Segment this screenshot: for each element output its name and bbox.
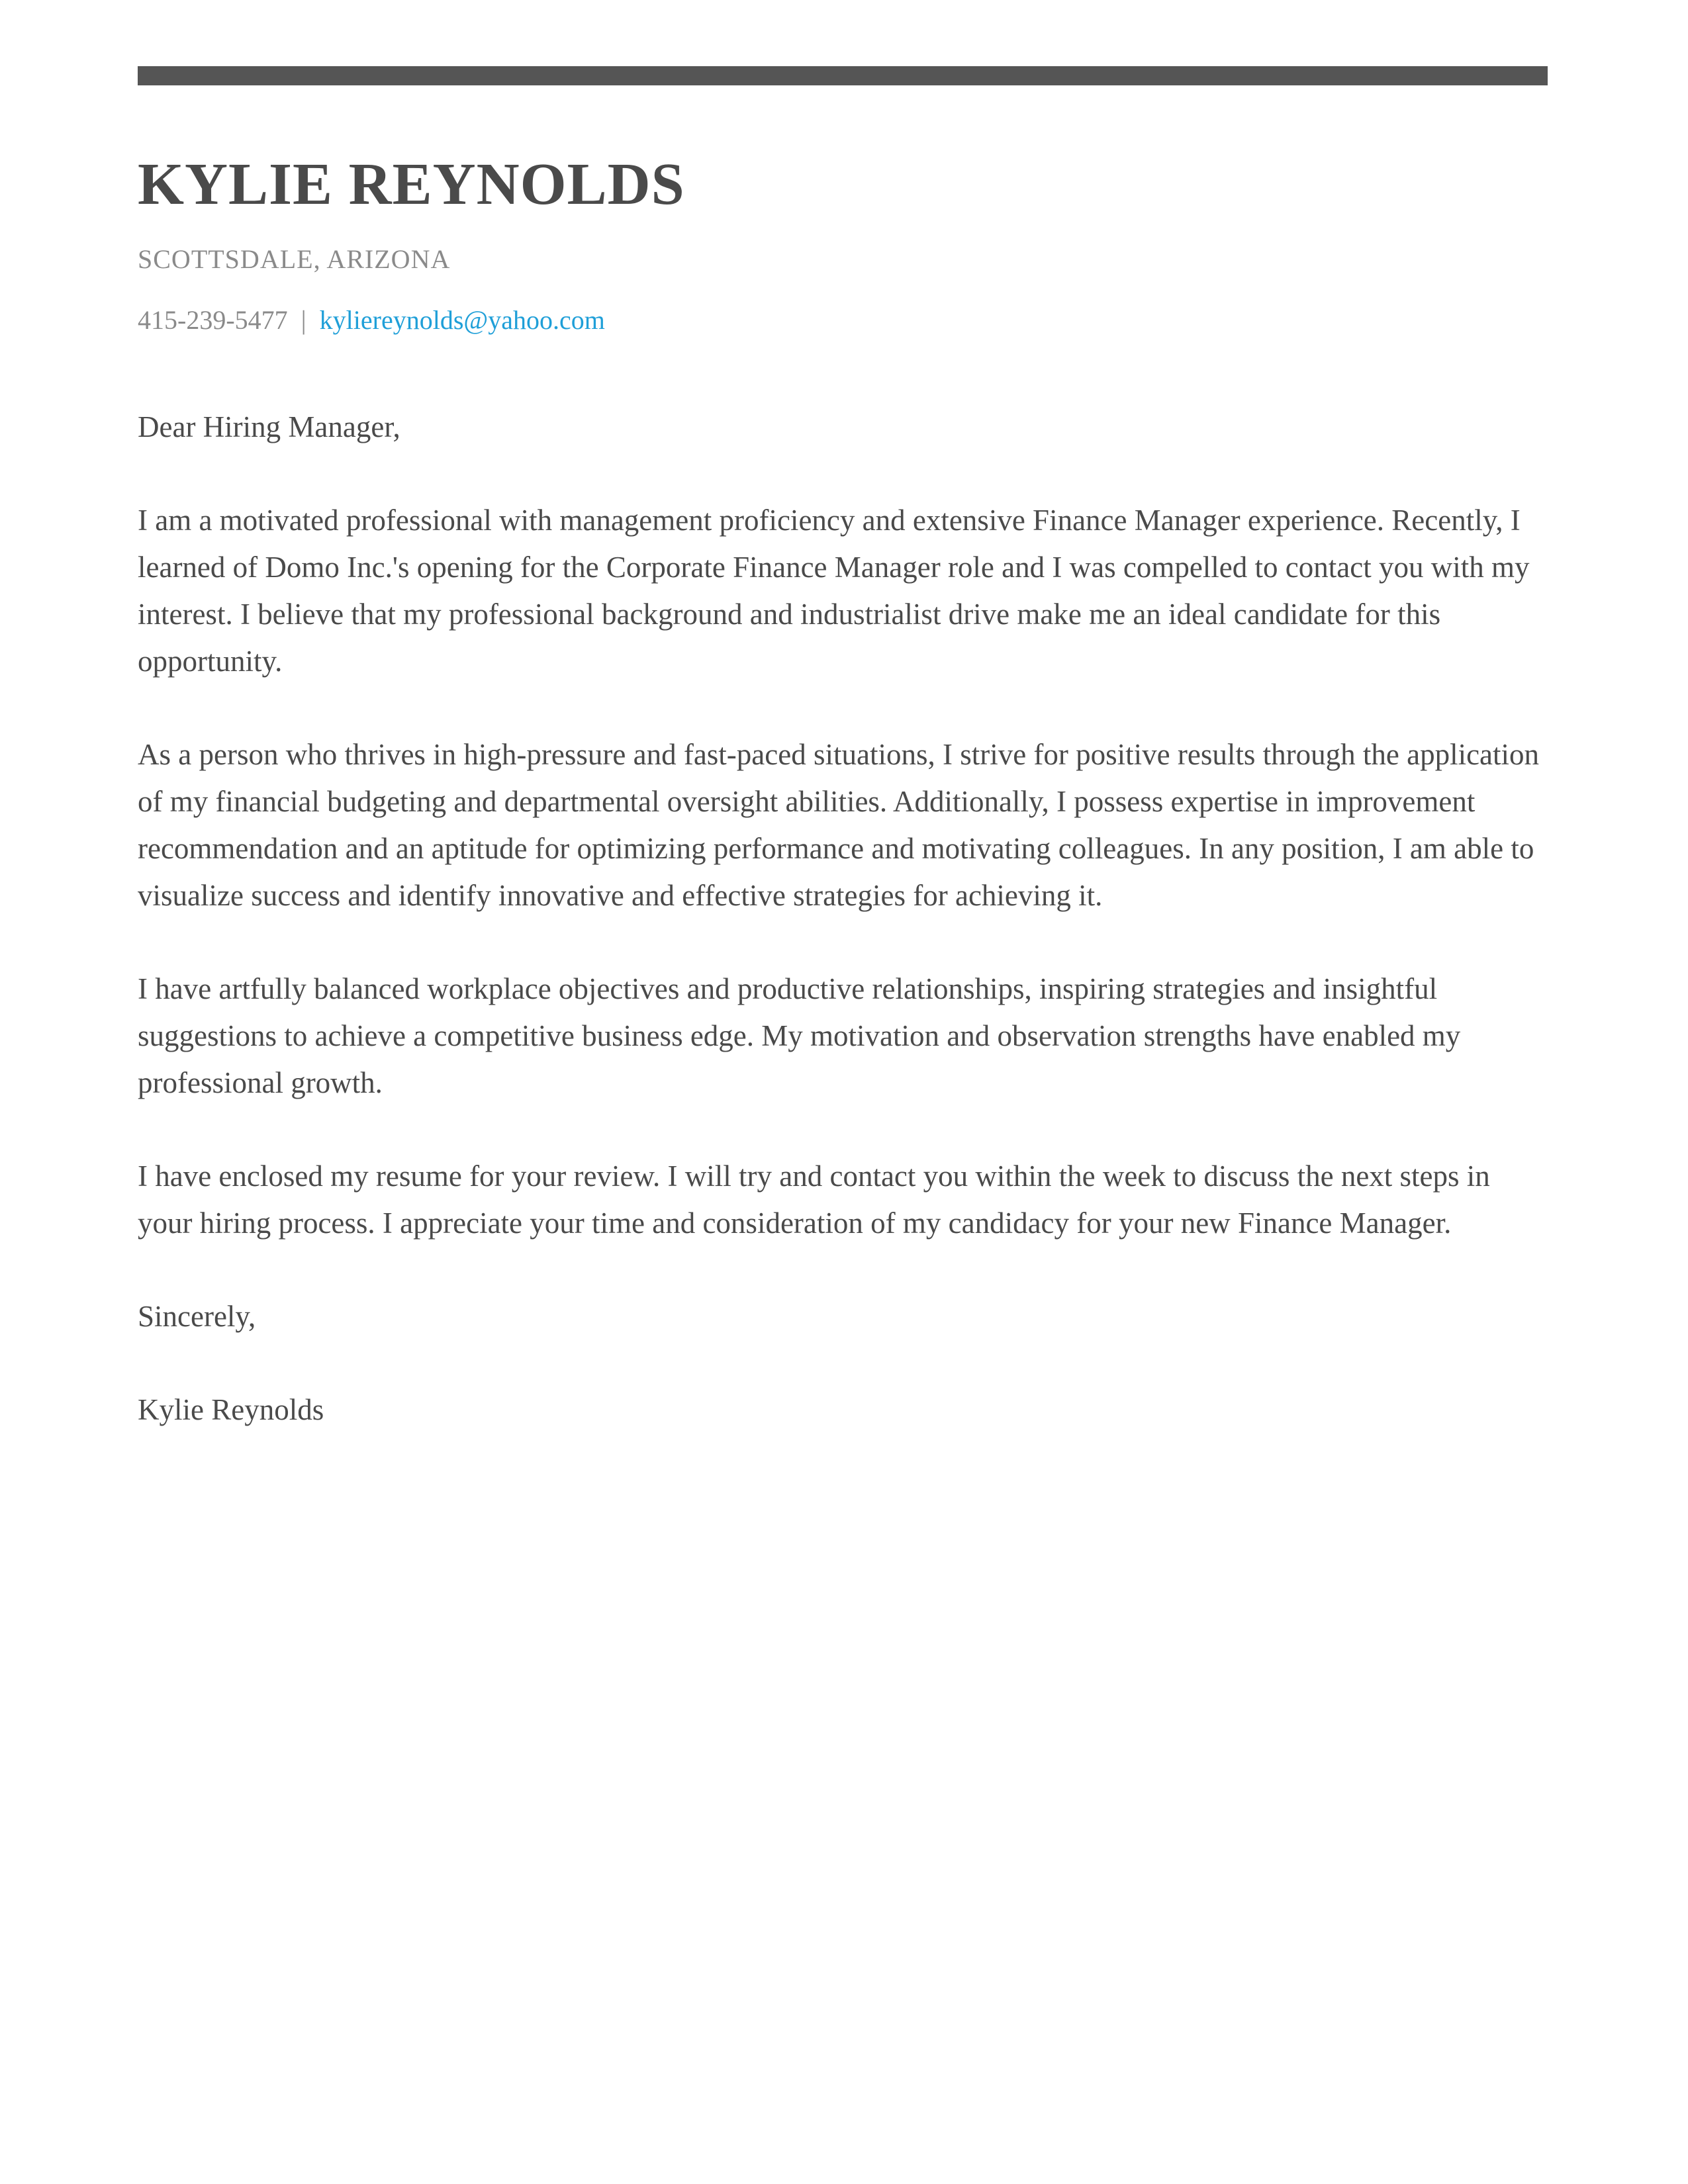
salutation: Dear Hiring Manager, [138,410,400,443]
letter-paragraph-2: As a person who thrives in high-pressure and fast-paced situations, I strive for positive results through the application of my financial budgeting and departmental oversight abilities. Additionally, I possess expertise in improvement recommendation and an aptitude for optimizing performance and motivating colleagues. In any position, I am able to visualize success and identify innovative and effective strategies for achieving it. [138,738,1540,912]
applicant-name: KYLIE REYNOLDS [138,152,685,217]
email-link[interactable]: kyliereynolds@yahoo.com [319,305,605,335]
closing: Sincerely, [138,1300,256,1333]
letter-paragraph-1: I am a motivated professional with management proficiency and extensive Finance Manager experience. Recently, I learned of Domo Inc.'s opening for the Corporate Finance Manager role and I was compelled to contact you with my interest. I believe that my professional background and industrialist drive make me an ideal candidate for this opportunity. [138,504,1530,678]
letter-body [138,404,1548,1433]
contact-separator: | [301,305,306,335]
letter-paragraph-3: I have artfully balanced workplace objectives and productive relationships, inspiring strategies and insightful suggestions to achieve a competitive business edge. My motivation and observation strengths have enabled my professional growth. [138,972,1461,1099]
applicant-location: SCOTTSDALE, ARIZONA [138,244,451,274]
phone-number: 415-239-5477 [138,305,288,335]
signature: Kylie Reynolds [138,1393,324,1426]
letter-paragraph-4: I have enclosed my resume for your review. I will try and contact you within the week to discuss the next steps in your hiring process. I appreciate your time and consideration of my candidacy for your new Finance Manager. [138,1160,1490,1240]
contact-line [138,304,1548,336]
top-rule-divider [138,66,1548,85]
cover-letter-page [138,66,1548,1480]
